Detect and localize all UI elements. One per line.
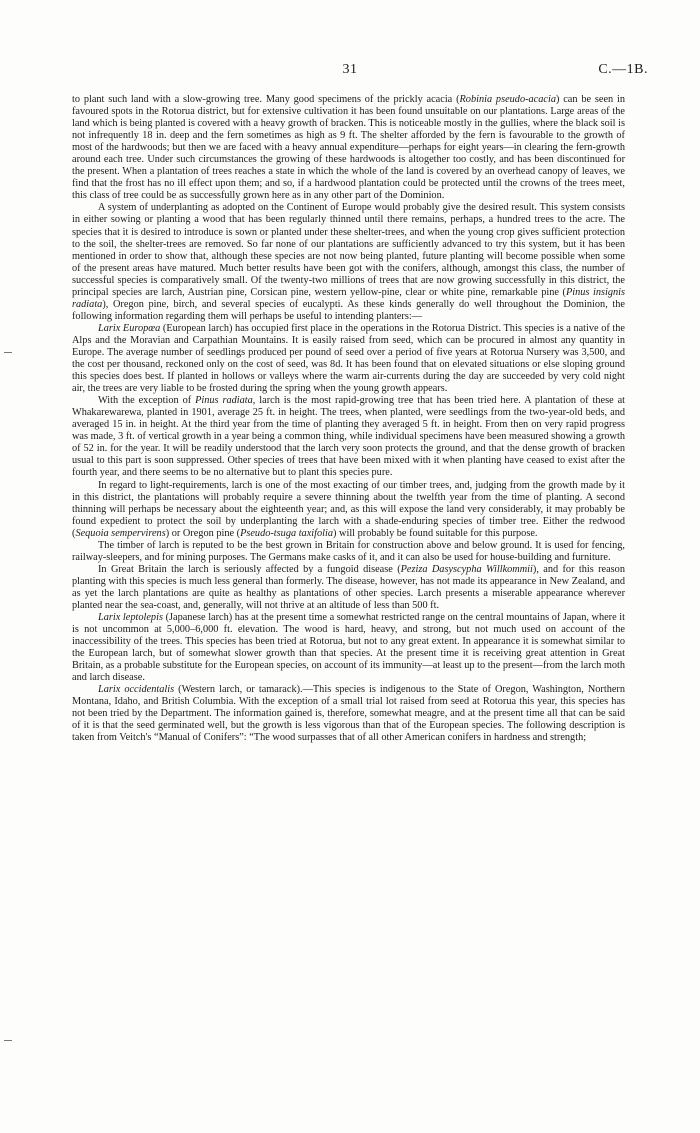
paragraph — [72, 540, 625, 564]
species-name: Larix leptolepis — [98, 612, 163, 624]
text-run: (European larch) has occupied first place in the operations in the Rotorua District. This species is a native of the Alps and the Moravian and Carpathian Mountains. It is easily raised from seed, which can be procured in almost any quantity in Europe. The average number of seedlings produced per pound of seed over a period of five years at Rotorua Nursery was 3,500, and the cost per thousand, reckoned only on the cost of seed, was 8d. It has been found that on elevated situations or else sloping ground this species does best. If planted in hollows or valleys where the warm air-currents during the day are succeeded by very cold night air, the trees are very liable to be frosted during the spring when the young growth appears. — [72, 322, 625, 395]
species-name: Larix occidentalis — [98, 684, 175, 696]
margin-mark — [4, 1040, 12, 1041]
species-name: Pseudo-tsuga taxifolia — [240, 527, 334, 539]
text-run: ) can be seen in favoured spots in the Rotorua district, but for extensive cultivation it has been found unsuitable on our plantations. Large areas of the land which is being planted is covered with a heavy growth of bracken. This is noticeable mostly in the gullies, where the black soil is not infrequently 18 in. deep and the fern sometimes as high as 9 ft. The shelter afforded by the fern is favourable to the growth of most of the hardwoods; but then we are faced with a heavy annual expenditure—perhaps for eight years—in clearing the fern-growth around each tree. Under such circumstances the growing of these hardwoods is altogether too costly, and has been discontinued for the present. When a plantation of trees reaches a state in which the whole of the land is covered by an overhead canopy of leaves, we find that the frost has no ill effect upon them; and so, if a hardwood plantation could be protected until the crowns of the trees meet, this class of tree could be as successfully grown here as in any other part of the Dominion. — [72, 94, 625, 202]
text-run: ), and for this reason planting with this species is much less general than formerly. The disease, however, has not made its appearance in New Zealand, and as yet the larch plantations are quite as healthy as plantations of other species. Larch presents a miserable appearance wherever planted near the sea-coast, and, generally, will not thrive at an altitude of less than 500 ft. — [72, 563, 625, 611]
text-run: A system of underplanting as adopted on the Continent of Europe would probably give the desired result. This system consists in either sowing or planting a wood that has been regularly thinned until there remains, perhaps, a hundred trees to the acre. The species that it is desired to introduce is sown or planted under these shelter-trees, and when the young crop gives sufficient protection to the soil, the shelter-trees are removed. So far none of our plantations are sufficiently advanced to try this system, but it has been mentioned in order to show that, although these species are not now being planted, future planting will become possible when some of the present areas have matured. Much better results have been got with the conifers, although, amongst this class, the number of successful species is comparatively small. Of the twenty-two millions of trees that are now growing successfully in this district, the principal species are larch, Austrian pine, Corsican pine, western yellow-pine, clear or white pine, remarkable pine ( — [72, 202, 625, 298]
text-run: , larch is the most rapid-growing tree that has been tried here. A plantation of these at Whakarewarewa, planted in 1901, average 25 ft. in height. The trees, when planted, were seedlings from the two-year-old beds, and averaged 15 in. in height. At the third year from the time of planting they averaged 5 ft. in height. From then on very rapid progress was made, 3 ft. of vertical growth in a year being a common thing, while individual specimens have been measured showing a growth of 52 in. for the year. It will be readily understood that the larch very soon protects the ground, and that the dense growth of bracken usual to this part is soon suppressed. Other species of trees that have been mixed with it when planting have ceased to exist after the fourth year, and there seems to be no alternative but to plant this species pure. — [72, 395, 626, 479]
paragraph — [72, 684, 625, 744]
text-run: (Japanese larch) has at the present time a somewhat restricted range on the central mountains of Japan, where it is not uncommon at 5,000–6,000 ft. elevation. The wood is hard, heavy, and strong, but not much used on account of the inaccessibility of the trees. This species has been tried at Rotorua, but not to any great extent. In appearance it is somewhat similar to the European larch, but of somewhat slower growth than that species. At the present time it is receiving great attention in Great Britain, as a probable substitute for the European species, on account of its immunity—at least up to the present—from the larch moth and larch disease. — [72, 612, 625, 684]
paragraph — [72, 564, 625, 612]
text-run: ) will probably be found suitable for this purpose. — [333, 527, 538, 539]
text-run: ), Oregon pine, birch, and several species of eucalypti. As these kinds generally do well throughout the Dominion, the following information regarding them will perhaps be useful to intending planters:— — [72, 298, 625, 322]
text-run: In regard to light-requirements, larch is one of the most exacting of our timber trees, and, judging from the growth made by it in this district, the plantations will probably require a severe thinning about the twelfth year from the time of planting. A second thinning will perhaps be necessary about the eighteenth year; and, as this will expose the land very considerably, it may probably be found expedient to protect the soil by underplanting the larch with a shade-enduring species of timber tree. Either the redwood ( — [72, 479, 625, 539]
paragraph — [72, 612, 625, 684]
text-run: ) or Oregon pine ( — [165, 527, 241, 539]
paragraph — [72, 202, 625, 322]
species-name: Robinia pseudo-acacia — [459, 94, 556, 105]
species-name: Sequoia sempervirens — [75, 527, 166, 539]
paragraph — [72, 323, 625, 395]
text-run: to plant such land with a slow-growing tree. Many good specimens of the prickly acacia ( — [72, 94, 460, 105]
paragraph — [72, 395, 625, 479]
page-number: 31 — [342, 62, 358, 77]
species-name: Peziza Dasyscypha Willkommii — [400, 563, 533, 575]
text-run: (Western larch, or tamarack).—This species is indigenous to the State of Oregon, Washington, Northern Montana, Idaho, and British Columbia. With the exception of a small trial lot raised from seed at Rotorua this year, this species has not been tried by the Department. The information gained is, therefore, somewhat meagre, and at the present time all that can be said of it is that the seed germinated well, but the growth is less vigorous than that of the European species. The following description is taken from Veitch's “Manual of Conifers”: “The wood surpasses that of all other American conifers in hardness and strength; — [72, 684, 625, 744]
text-run: In Great Britain the larch is seriously affected by a fungoid disease ( — [98, 563, 401, 575]
document-reference: C.—1B. — [598, 62, 648, 77]
paragraph — [72, 480, 625, 540]
body-text — [72, 94, 625, 745]
species-name: Pinus radiata — [195, 395, 253, 407]
text-run: With the exception of — [98, 395, 196, 407]
paragraph — [72, 94, 625, 202]
species-name: Pinus insignis radiata — [72, 286, 625, 310]
species-name: Larix Europœa — [98, 322, 161, 334]
text-run: The timber of larch is reputed to be the best grown in Britain for construction above and below ground. It is used for fencing, railway-sleepers, and for mining purposes. The Germans make casks of it, and it can also be used for house-building and furniture. — [72, 539, 625, 563]
margin-mark — [4, 352, 12, 353]
